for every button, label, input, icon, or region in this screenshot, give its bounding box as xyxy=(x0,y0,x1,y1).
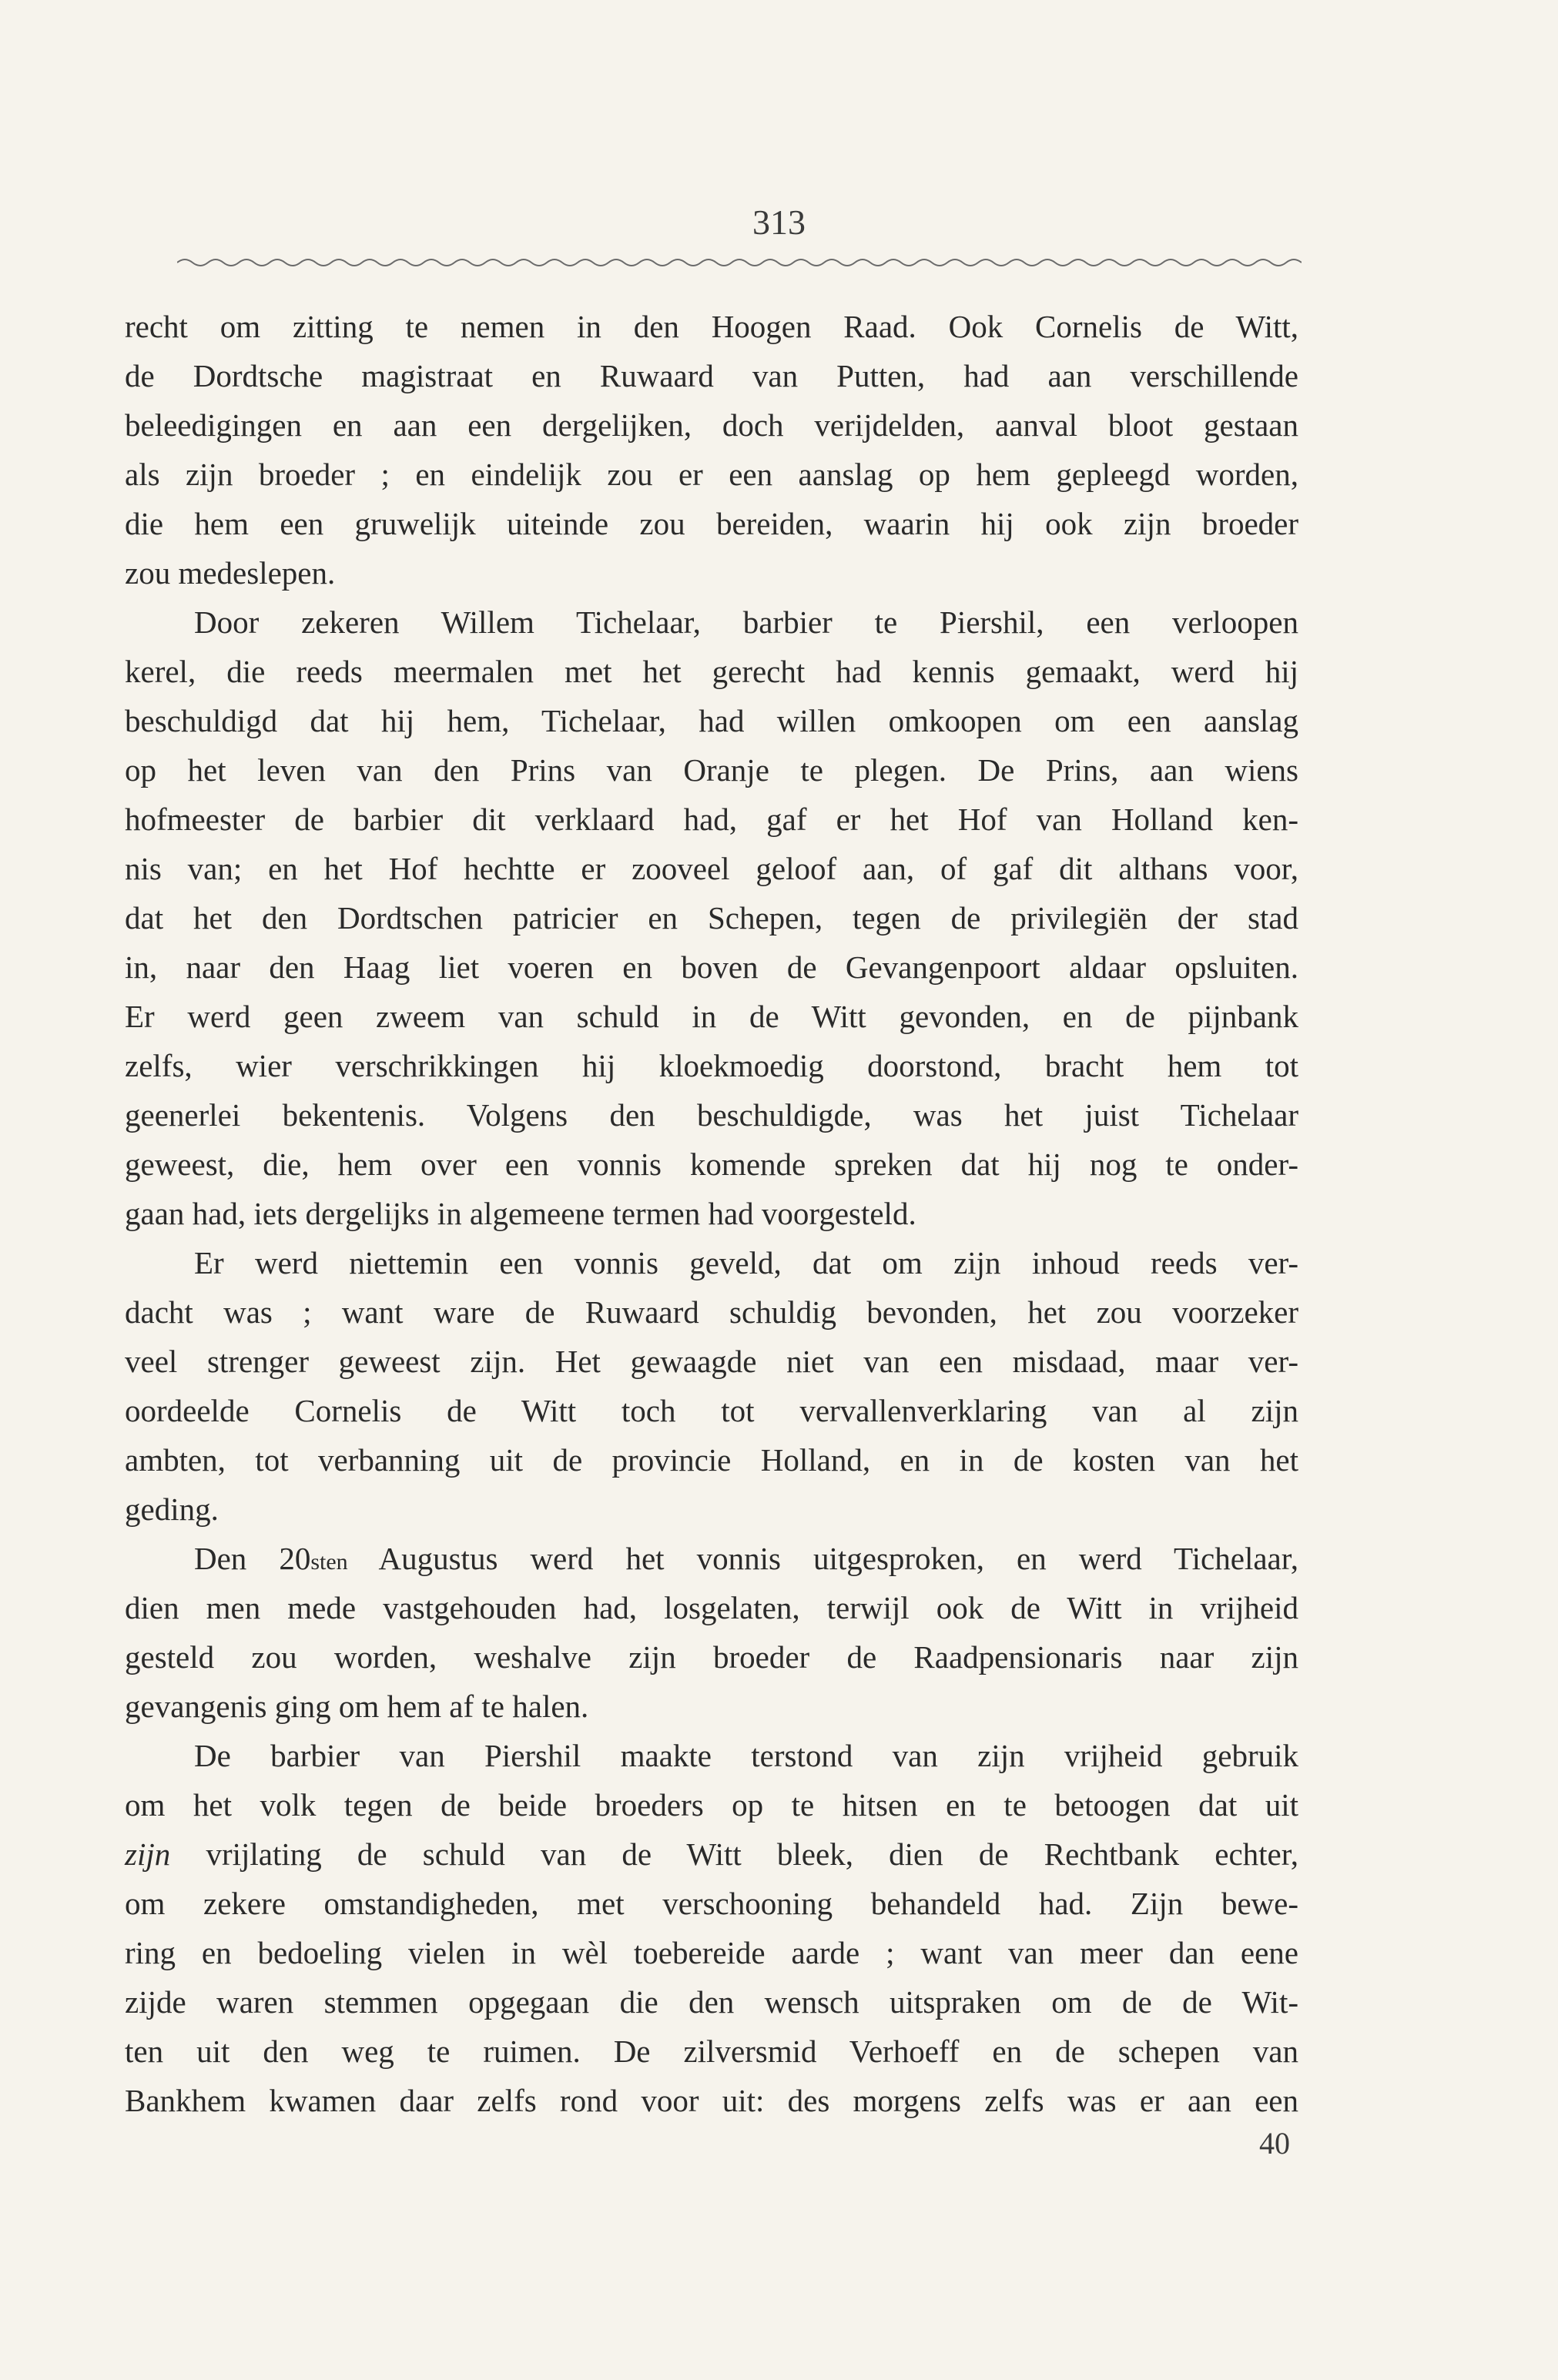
date-number: 20 xyxy=(279,1541,311,1576)
text-line: recht om zitting te nemen in den Hoogen Raad. Ook Cornelis de Witt, xyxy=(125,309,1298,344)
text-line: Er werd geen zweem van schuld in de Witt gevonden, en de pijnbank xyxy=(125,999,1298,1034)
text-line: zou medeslepen. xyxy=(125,555,336,591)
text-line: ambten, tot verbanning uit de provincie Holland, en in de kosten van het xyxy=(125,1442,1298,1478)
text-line: beschuldigd dat hij hem, Tichelaar, had willen omkoopen om een aanslag xyxy=(125,703,1298,738)
text-line: oordeelde Cornelis de Witt toch tot vervallenverklaring van al zijn xyxy=(125,1393,1298,1428)
text-line: beleedigingen en aan een dergelijken, doch verijdelden, aanval bloot gestaan xyxy=(125,407,1298,443)
text-line: kerel, die reeds meermalen met het gerecht had kennis gemaakt, werd hij xyxy=(125,654,1298,689)
signature-mark: 40 xyxy=(1259,2126,1290,2161)
text-line: Door zekeren Willem Tichelaar, barbier te Piershil, een verloopen xyxy=(194,604,1298,640)
date-suffix: sten xyxy=(310,1549,348,1575)
text-line-date xyxy=(125,1534,1298,1583)
text-line: geenerlei bekentenis. Volgens den beschuldigde, was het juist Tichelaar xyxy=(125,1097,1298,1133)
text-line: om zekere omstandigheden, met verschooning behandeld had. Zijn bewe- xyxy=(125,1886,1298,1921)
text-line-italic xyxy=(125,1829,1298,1879)
text-line: De barbier van Piershil maakte terstond van zijn vrijheid gebruik xyxy=(194,1738,1298,1773)
text-line: gaan had, iets dergelijks in algemeene termen had voorgesteld. xyxy=(125,1196,916,1231)
text-line: in, naar den Haag liet voeren en boven de Gevangenpoort aldaar opsluiten. xyxy=(125,949,1298,985)
text-line: zijde waren stemmen opgegaan die den wensch uitspraken om de de Wit- xyxy=(125,1984,1298,2020)
text-line: die hem een gruwelijk uiteinde zou bereiden, waarin hij ook zijn broeder xyxy=(125,506,1298,541)
text-line: op het leven van den Prins van Oranje te plegen. De Prins, aan wiens xyxy=(125,752,1298,788)
text-line-rest: Augustus werd het vonnis uitgesproken, en werd Tichelaar, xyxy=(378,1541,1298,1576)
text-line: dacht was ; want ware de Ruwaard schuldig bevonden, het zou voorzeker xyxy=(125,1294,1298,1330)
text-line: nis van; en het Hof hechtte er zooveel geloof aan, of gaf dit althans voor, xyxy=(125,851,1298,886)
text-line: Bankhem kwamen daar zelfs rond voor uit: des morgens zelfs was er aan een xyxy=(125,2083,1298,2118)
text-line: veel strenger geweest zijn. Het gewaagde niet van een misdaad, maar ver- xyxy=(125,1344,1298,1379)
text-line: de Dordtsche magistraat en Ruwaard van Putten, had aan verschillende xyxy=(125,358,1298,393)
text-line: gevangenis ging om hem af te halen. xyxy=(125,1689,589,1724)
text-line-rest: vrijlating de schuld van de Witt bleek, dien de Rechtbank echter, xyxy=(206,1836,1299,1872)
page-number: 313 xyxy=(752,203,806,242)
text-line: Er werd niettemin een vonnis geveld, dat om zijn inhoud reeds ver- xyxy=(194,1245,1298,1280)
text-line: om het volk tegen de beide broeders op te hitsen en te betoogen dat uit xyxy=(125,1787,1298,1823)
text-line: ten uit den weg te ruimen. De zilversmid Verhoeff en de schepen van xyxy=(125,2034,1298,2069)
text-line: geweest, die, hem over een vonnis komende spreken dat hij nog te onder- xyxy=(125,1146,1298,1182)
body-text xyxy=(125,302,1298,2125)
text-line: dat het den Dordtschen patricier en Schepen, tegen de privilegiën der stad xyxy=(125,900,1298,936)
text-line: ring en bedoeling vielen in wèl toebereide aarde ; want van meer dan eene xyxy=(125,1935,1298,1970)
date-prefix: Den xyxy=(194,1541,247,1576)
decorative-rule xyxy=(177,254,1302,271)
text-line: dien men mede vastgehouden had, losgelaten, terwijl ook de Witt in vrijheid xyxy=(125,1590,1298,1625)
italic-word: zijn xyxy=(125,1836,171,1872)
text-line: gesteld zou worden, weshalve zijn broeder de Raadpensionaris naar zijn xyxy=(125,1639,1298,1675)
text-line: geding. xyxy=(125,1491,219,1527)
text-line: hofmeester de barbier dit verklaard had, gaf er het Hof van Holland ken- xyxy=(125,802,1298,837)
text-line: zelfs, wier verschrikkingen hij kloekmoedig doorstond, bracht hem tot xyxy=(125,1048,1298,1083)
text-line: als zijn broeder ; en eindelijk zou er een aanslag op hem gepleegd worden, xyxy=(125,457,1298,492)
